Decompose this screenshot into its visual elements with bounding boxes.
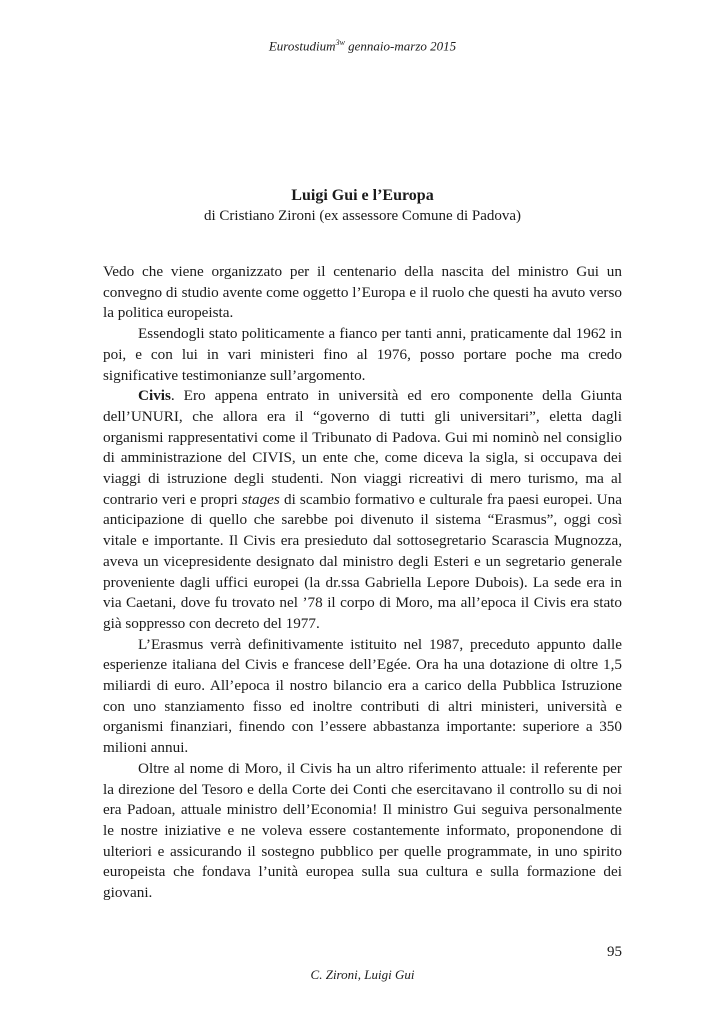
running-header [0, 38, 725, 54]
paragraph-3-part-b: di scambio formativo e culturale fra paesi europei. Una anticipazione di quello che sarebbe poi divenuto il sistema “Erasmus”, oggi così vitale e importante. Il Civis era presieduto dal sottosegretario Scarascia Mugnozza, aveva un vicepresidente designato dal ministro degli Esteri e un segretario generale proveniente dagli uffici europei (la dr.ssa Gabriella Lepore Dubois). La sede era in via Caetani, dove fu trovato nel ’78 il corpo di Moro, ma all’epoca il Civis era stato già soppresso con decreto del 1977. [103, 490, 622, 632]
paragraph-3 [103, 386, 622, 634]
article-title: Luigi Gui e l’Europa [291, 187, 434, 204]
paragraph-3-part-a: . Ero appena entrato in università ed ero componente della Giunta dell’UNURI, che allora era il “governo di tutti gli universitari”, eletta dagli organismi rappresentativi come il Tribunato di Padova. Gui mi nominò nel consiglio di amministrazione del CIVIS, un ente che, come diceva la sigla, si occupava dei viaggi di istruzione degli studenti. Non viaggi ricreativi di mero turismo, ma al contrario veri e propri [103, 387, 622, 508]
journal-name: Eurostudium [268, 38, 336, 54]
journal-superscript: 3w [335, 38, 345, 47]
article-byline: di Cristiano Zironi (ex assessore Comune di Padova) [203, 208, 522, 224]
paragraph-4: L’Erasmus verrà definitivamente istituito nel 1987, preceduto appunto dalle esperienze italiana del Civis e francese dell’Egée. Ora ha una dotazione di oltre 1,5 miliardi di euro. All’epoca il nostro bilancio era a carico della Pubblica Istruzione con uno stanziamento fisso ed inoltre contributi di altri ministeri, università e organismi finanziari, finendo con l’essere abbastanza importante: superiore a 350 milioni annui. [103, 635, 622, 757]
paragraph-1: Vedo che viene organizzato per il centenario della nascita del ministro Gui un convegno di studio avente come oggetto l’Europa e il ruolo che questi ha avuto verso la politica europeista. [103, 263, 622, 322]
running-footer: C. Zironi, Luigi Gui [310, 967, 415, 982]
article-heading [0, 186, 725, 227]
journal-issue: gennaio-marzo 2015 [344, 38, 457, 54]
paragraph-2: Essendogli stato politicamente a fianco per tanti anni, praticamente dal 1962 in poi, e con lui in vari ministeri fino al 1976, posso portare poche ma credo significative testimonianze sull’argomento. [103, 325, 622, 384]
paragraph-3-lead: Civis [138, 387, 171, 405]
article-body [103, 262, 622, 904]
paragraph-3-emphasis: stages [241, 490, 280, 508]
paragraph-5: Oltre al nome di Moro, il Civis ha un altro riferimento attuale: il referente per la direzione del Tesoro e della Corte dei Conti che esercitavano il controllo su di noi era Padoan, attuale ministro dell’Economia! Il ministro Gui seguiva personalmente le nostre iniziative e ne voleva essere costantemente informato, proponendone di ulteriori e assicurando il sostegno pubblico per quelle programmate, in uno spirito europeista che fondava l’unità europea sulla sua cultura e sulla formazione dei giovani. [103, 759, 622, 902]
page-number: 95 [607, 944, 622, 960]
